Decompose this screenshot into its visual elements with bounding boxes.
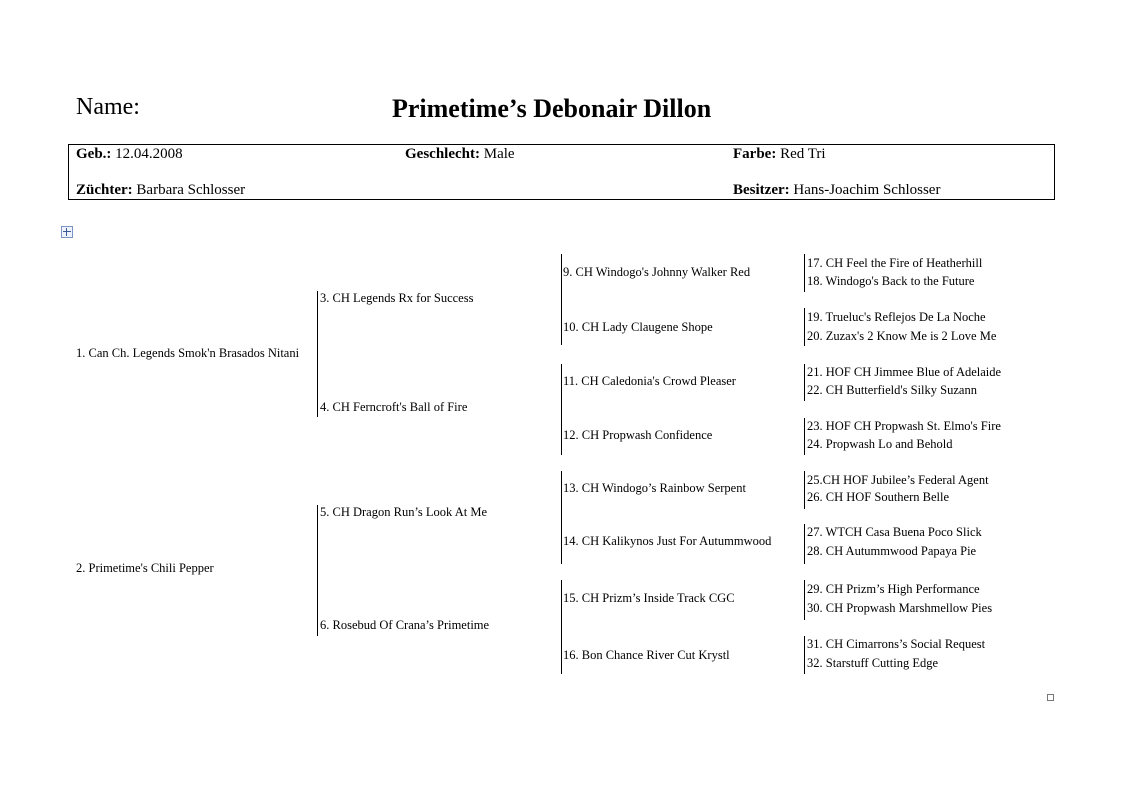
pedigree-dam: 2. Primetime's Chili Pepper	[76, 561, 214, 575]
pedigree-gen4-entry: 30. CH Propwash Marshmellow Pies	[807, 601, 993, 615]
bracket-line	[561, 254, 562, 345]
breeder-value: Barbara Schlosser	[136, 182, 246, 198]
bracket-line	[804, 418, 805, 455]
pedigree-gen4-entry: 32. Starstuff Cutting Edge	[807, 656, 939, 670]
pedigree-gen4-entry: 20. Zuzax's 2 Know Me is 2 Love Me	[807, 329, 997, 343]
bracket-line	[561, 580, 562, 674]
pedigree-gen3-entry: 9. CH Windogo's Johnny Walker Red	[563, 265, 751, 279]
pedigree-gen3-entry: 10. CH Lady Claugene Shope	[563, 320, 713, 334]
bracket-line	[561, 471, 562, 564]
owner-value: Hans-Joachim Schlosser	[793, 182, 941, 198]
pedigree-gen4-entry: 27. WTCH Casa Buena Poco Slick	[807, 525, 982, 539]
pedigree-gen4-entry: 21. HOF CH Jimmee Blue of Adelaide	[807, 365, 1002, 379]
pedigree-gen2-entry: 6. Rosebud Of Crana’s Primetime	[320, 618, 490, 632]
pedigree-gen4-entry: 26. CH HOF Southern Belle	[807, 490, 950, 504]
birth-date-value: 12.04.2008	[115, 146, 183, 162]
owner-field	[733, 182, 940, 199]
pedigree-gen2-entry: 5. CH Dragon Run’s Look At Me	[320, 505, 488, 519]
birth-date-label: Geb.:	[76, 146, 112, 162]
pedigree-gen2-entry: 4. CH Ferncroft's Ball of Fire	[320, 400, 468, 414]
pedigree-gen3-entry: 16. Bon Chance River Cut Krystl	[563, 648, 730, 662]
table-resize-handle-icon[interactable]	[1047, 694, 1054, 701]
pedigree-gen4-entry: 25.CH HOF Jubilee’s Federal Agent	[807, 473, 989, 487]
pedigree-gen4-entry: 18. Windogo's Back to the Future	[807, 274, 975, 288]
pedigree-gen3-entry: 14. CH Kalikynos Just For Autummwood	[563, 534, 772, 548]
bracket-line	[804, 580, 805, 620]
color-label: Farbe:	[733, 146, 777, 162]
bracket-line	[804, 308, 805, 346]
pedigree-gen4-entry: 22. CH Butterfield's Silky Suzann	[807, 383, 977, 397]
pedigree-gen2-entry: 3. CH Legends Rx for Success	[320, 291, 474, 305]
color-value: Red Tri	[780, 146, 826, 162]
color-field	[733, 146, 826, 163]
pedigree-gen3-entry: 15. CH Prizm’s Inside Track CGC	[563, 591, 735, 605]
breeder-label: Züchter:	[76, 182, 133, 198]
pedigree-gen4-entry: 28. CH Autummwood Papaya Pie	[807, 544, 977, 558]
table-move-handle-icon[interactable]	[61, 226, 73, 238]
pedigree-gen3-entry: 11. CH Caledonia's Crowd Pleaser	[563, 374, 736, 388]
pedigree-gen4-entry: 24. Propwash Lo and Behold	[807, 437, 953, 451]
bracket-line	[804, 524, 805, 564]
dog-name-title: Primetime’s Debonair Dillon	[392, 94, 712, 123]
pedigree-sire: 1. Can Ch. Legends Smok'n Brasados Nitani	[76, 346, 300, 360]
bracket-line	[804, 364, 805, 401]
bracket-line	[804, 471, 805, 509]
birth-date-field	[76, 146, 183, 163]
sex-value: Male	[483, 146, 515, 162]
pedigree-gen4-entry: 19. Trueluc's Reflejos De La Noche	[807, 310, 986, 324]
pedigree-gen3-entry: 13. CH Windogo’s Rainbow Serpent	[563, 481, 746, 495]
pedigree-gen4-entry: 31. CH Cimarrons’s Social Request	[807, 637, 986, 651]
bracket-line	[804, 254, 805, 292]
sex-label: Geschlecht:	[405, 146, 480, 162]
bracket-line	[317, 505, 318, 636]
sex-field	[405, 146, 515, 163]
pedigree-gen4-entry: 23. HOF CH Propwash St. Elmo's Fire	[807, 419, 1001, 433]
name-label: Name:	[76, 94, 140, 120]
pedigree-gen3-entry: 12. CH Propwash Confidence	[563, 428, 713, 442]
owner-label: Besitzer:	[733, 182, 790, 198]
pedigree-gen4-entry: 17. CH Feel the Fire of Heatherhill	[807, 256, 983, 270]
pedigree-gen4-entry: 29. CH Prizm’s High Performance	[807, 582, 980, 596]
bracket-line	[317, 291, 318, 417]
bracket-line	[561, 364, 562, 455]
bracket-line	[804, 636, 805, 674]
breeder-field	[76, 182, 245, 199]
